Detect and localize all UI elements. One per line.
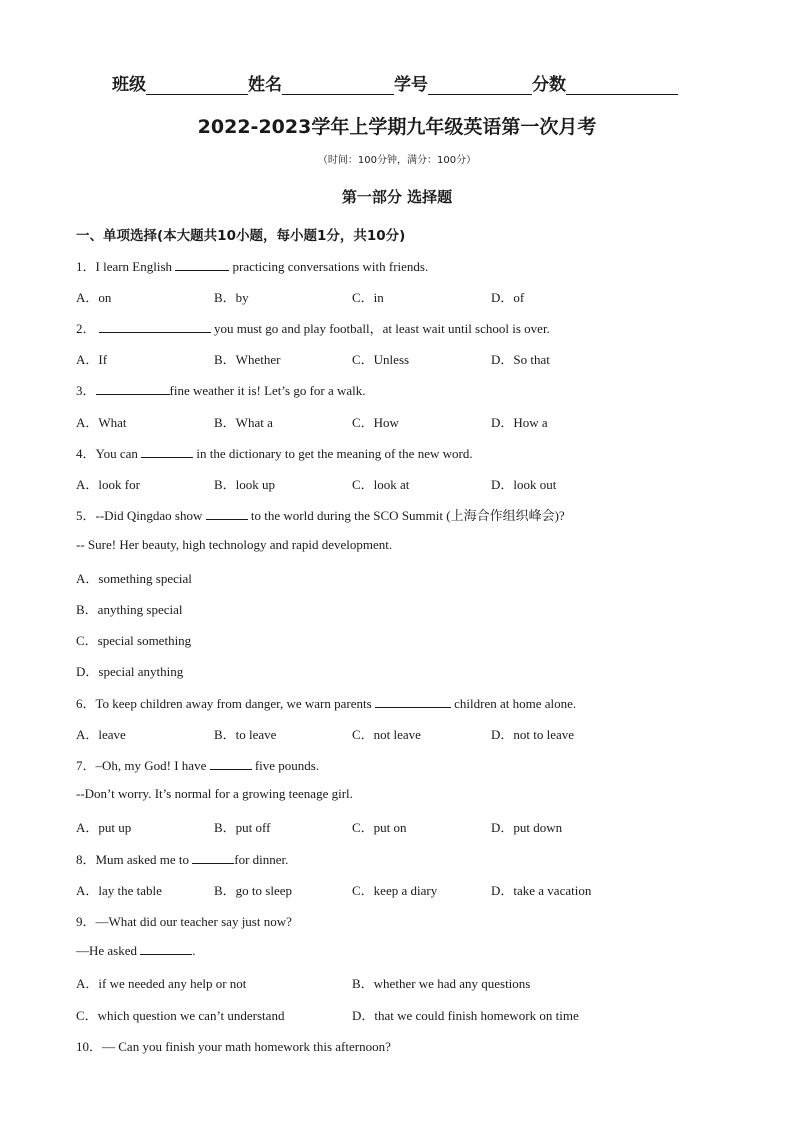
option-b[interactable]: B．by (214, 290, 249, 305)
question-stem: five pounds. (254, 758, 320, 773)
option-a[interactable]: A．look for (76, 477, 140, 492)
option-c[interactable]: C．put on (352, 820, 407, 835)
number-label: 学号 (394, 75, 428, 95)
answer-blank[interactable] (141, 445, 193, 458)
option-c[interactable]: C．keep a diary (352, 883, 438, 898)
answer-blank[interactable] (175, 258, 229, 271)
option-b[interactable]: B．to leave (214, 727, 277, 742)
question-stem: . (192, 943, 196, 958)
name-label: 姓名 (248, 75, 282, 95)
question-8 (76, 849, 288, 868)
exam-title: 2022-2023学年上学期九年级英语第一次月考 (197, 116, 597, 138)
option-a[interactable]: A．on (76, 290, 112, 305)
option-d[interactable]: D．take a vacation (491, 883, 592, 898)
option-a[interactable]: A．If (76, 352, 108, 367)
option-c[interactable]: C．Unless (352, 352, 410, 367)
question-3 (76, 380, 366, 399)
option-c[interactable]: C．not leave (352, 727, 421, 742)
question-1 (76, 256, 428, 275)
answer-blank[interactable] (99, 320, 211, 333)
option-a[interactable]: A．lay the table (76, 883, 162, 898)
option-d[interactable]: D．that we could finish homework on time (352, 1008, 579, 1023)
option-b[interactable]: B．look up (214, 477, 276, 492)
class-label: 班级 (112, 75, 146, 95)
option-d[interactable]: D．look out (491, 477, 557, 492)
question-7-reply: --Don’t worry. It’s normal for a growing teenage girl. (76, 786, 353, 801)
question-stem: fine weather it is! Let’s go for a walk. (169, 383, 366, 398)
question-4 (76, 443, 473, 462)
option-b[interactable]: B．go to sleep (214, 883, 292, 898)
option-d[interactable]: D．How a (491, 415, 548, 430)
option-c[interactable]: C．in (352, 290, 384, 305)
question-stem: in the dictionary to get the meaning of the new word. (196, 446, 473, 461)
exam-subtitle: （时间：100分钟，满分：100分） (317, 155, 477, 166)
question-stem: for dinner. (234, 852, 289, 867)
question-stem: —He asked (76, 943, 138, 958)
question-stem: 8．Mum asked me to (76, 852, 190, 867)
question-stem: 1．I learn English (76, 259, 173, 274)
option-d[interactable]: D．special anything (76, 664, 184, 679)
class-field[interactable] (146, 75, 248, 95)
question-6 (76, 693, 576, 712)
option-d[interactable]: D．of (491, 290, 525, 305)
question-5-reply: -- Sure! Her beauty, high technology and rapid development. (76, 537, 393, 552)
name-field[interactable] (282, 75, 394, 95)
question-stem: practicing conversations with friends. (232, 259, 429, 274)
option-c[interactable]: C．How (352, 415, 399, 430)
score-field[interactable] (566, 75, 678, 95)
option-b[interactable]: B．anything special (76, 602, 183, 617)
part-title: 第一部分 选择题 (341, 188, 453, 206)
question-stem: 6．To keep children away from danger, we warn parents (76, 696, 372, 711)
answer-blank[interactable] (192, 851, 234, 864)
number-field[interactable] (428, 75, 532, 95)
option-a[interactable]: A．What (76, 415, 127, 430)
question-stem: children at home alone. (454, 696, 577, 711)
student-info-line (112, 70, 678, 95)
question-9: 9．—What did our teacher say just now? (76, 914, 292, 929)
answer-blank[interactable] (375, 695, 451, 708)
question-5 (76, 505, 565, 524)
question-stem: 4．You can (76, 446, 138, 461)
answer-blank[interactable] (96, 382, 170, 395)
answer-blank[interactable] (206, 507, 248, 520)
answer-blank[interactable] (140, 942, 192, 955)
option-b[interactable]: B．whether we had any questions (352, 976, 531, 991)
option-a[interactable]: A．put up (76, 820, 132, 835)
option-c[interactable]: C．look at (352, 477, 410, 492)
option-a[interactable]: A．if we needed any help or not (76, 976, 247, 991)
section-title: 一、单项选择(本大题共10小题，每小题1分，共10分) (76, 228, 406, 244)
option-b[interactable]: B．What a (214, 415, 273, 430)
option-b[interactable]: B．put off (214, 820, 271, 835)
question-10: 10．— Can you finish your math homework this afternoon? (76, 1039, 391, 1054)
question-stem: 5．--Did Qingdao show (76, 508, 203, 523)
question-7 (76, 755, 319, 774)
option-d[interactable]: D．So that (491, 352, 550, 367)
question-stem: 3． (76, 383, 96, 398)
option-a[interactable]: A．something special (76, 571, 192, 586)
question-stem: 7．–Oh, my God! I have (76, 758, 207, 773)
answer-blank[interactable] (210, 757, 252, 770)
option-d[interactable]: D．put down (491, 820, 563, 835)
option-c[interactable]: C．which question we can’t understand (76, 1008, 285, 1023)
option-a[interactable]: A．leave (76, 727, 126, 742)
question-stem: to the world during the SCO Summit (上海合作组织峰会)? (250, 508, 565, 523)
option-c[interactable]: C．special something (76, 633, 192, 648)
question-stem: 2． (76, 321, 96, 336)
score-label: 分数 (532, 75, 566, 95)
question-9-reply (76, 942, 196, 959)
question-stem: you must go and play football，at least wait until school is over. (214, 321, 550, 336)
question-2 (76, 318, 550, 337)
option-b[interactable]: B．Whether (214, 352, 281, 367)
option-d[interactable]: D．not to leave (491, 727, 575, 742)
